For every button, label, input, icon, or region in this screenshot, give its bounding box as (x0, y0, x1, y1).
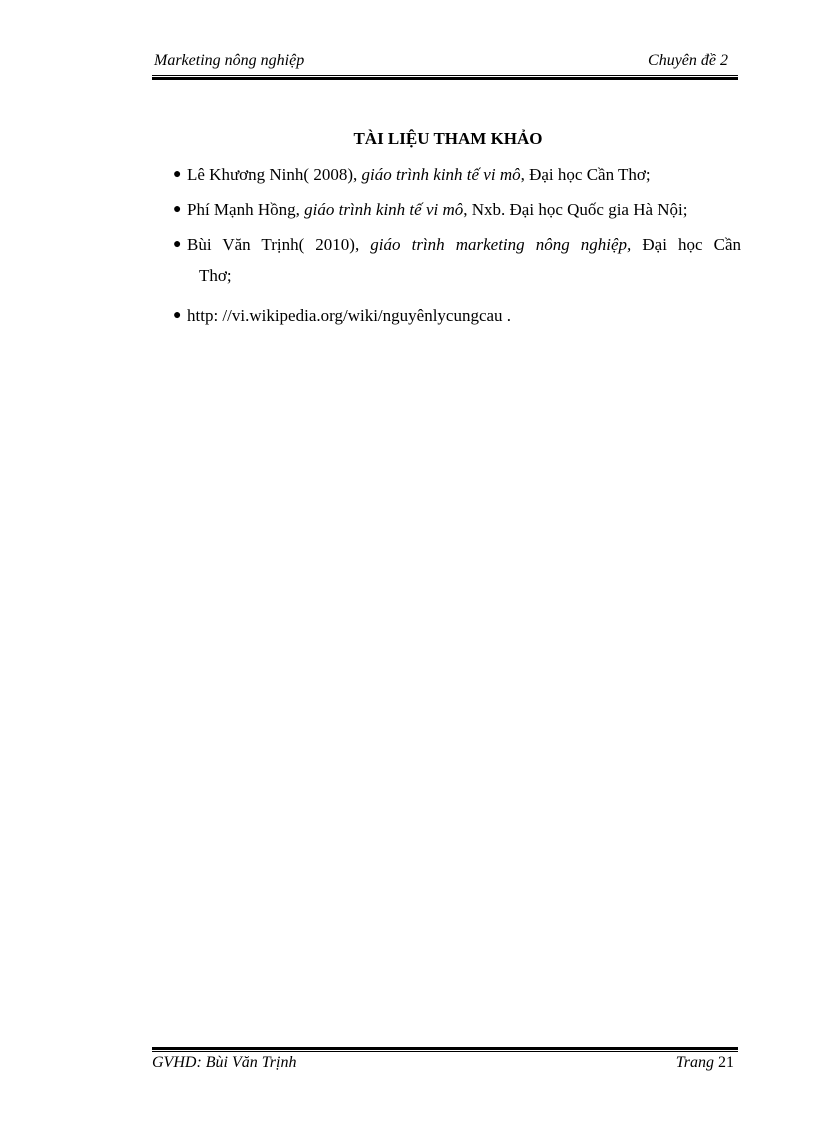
bullet-icon: ● (173, 167, 182, 182)
bullet-icon: ● (173, 237, 182, 252)
page-footer (152, 1052, 738, 1076)
reference-item: ● Bùi Văn Trịnh( 2010), giáo trình marketing nông nghiệp, Đại học Cần Thơ; (173, 227, 741, 293)
reference-item: ● Phí Mạnh Hồng, giáo trình kinh tế vi mô, Nxb. Đại học Quốc gia Hà Nội; (173, 198, 741, 222)
bullet-icon: ● (173, 202, 182, 217)
bullet-icon: ● (173, 308, 182, 323)
header-topic: Chuyên đề 2 (648, 52, 728, 69)
reference-list (173, 163, 741, 339)
header-course-title: Marketing nông nghiệp (154, 52, 305, 69)
page-title: TÀI LIỆU THAM KHẢO (353, 129, 543, 148)
header-rule (152, 75, 738, 80)
page-number: Trang 21 (675, 1054, 734, 1071)
reference-url: http: //vi.wikipedia.org/wiki/nguyênlycungcau . (187, 306, 512, 325)
footer-supervisor: GVHD: Bùi Văn Trịnh (152, 1054, 297, 1071)
reference-item (173, 304, 741, 328)
reference-item: ● Lê Khương Ninh( 2008), giáo trình kinh tế vi mô, Đại học Cần Thơ; (173, 163, 741, 187)
page-header (152, 50, 738, 74)
